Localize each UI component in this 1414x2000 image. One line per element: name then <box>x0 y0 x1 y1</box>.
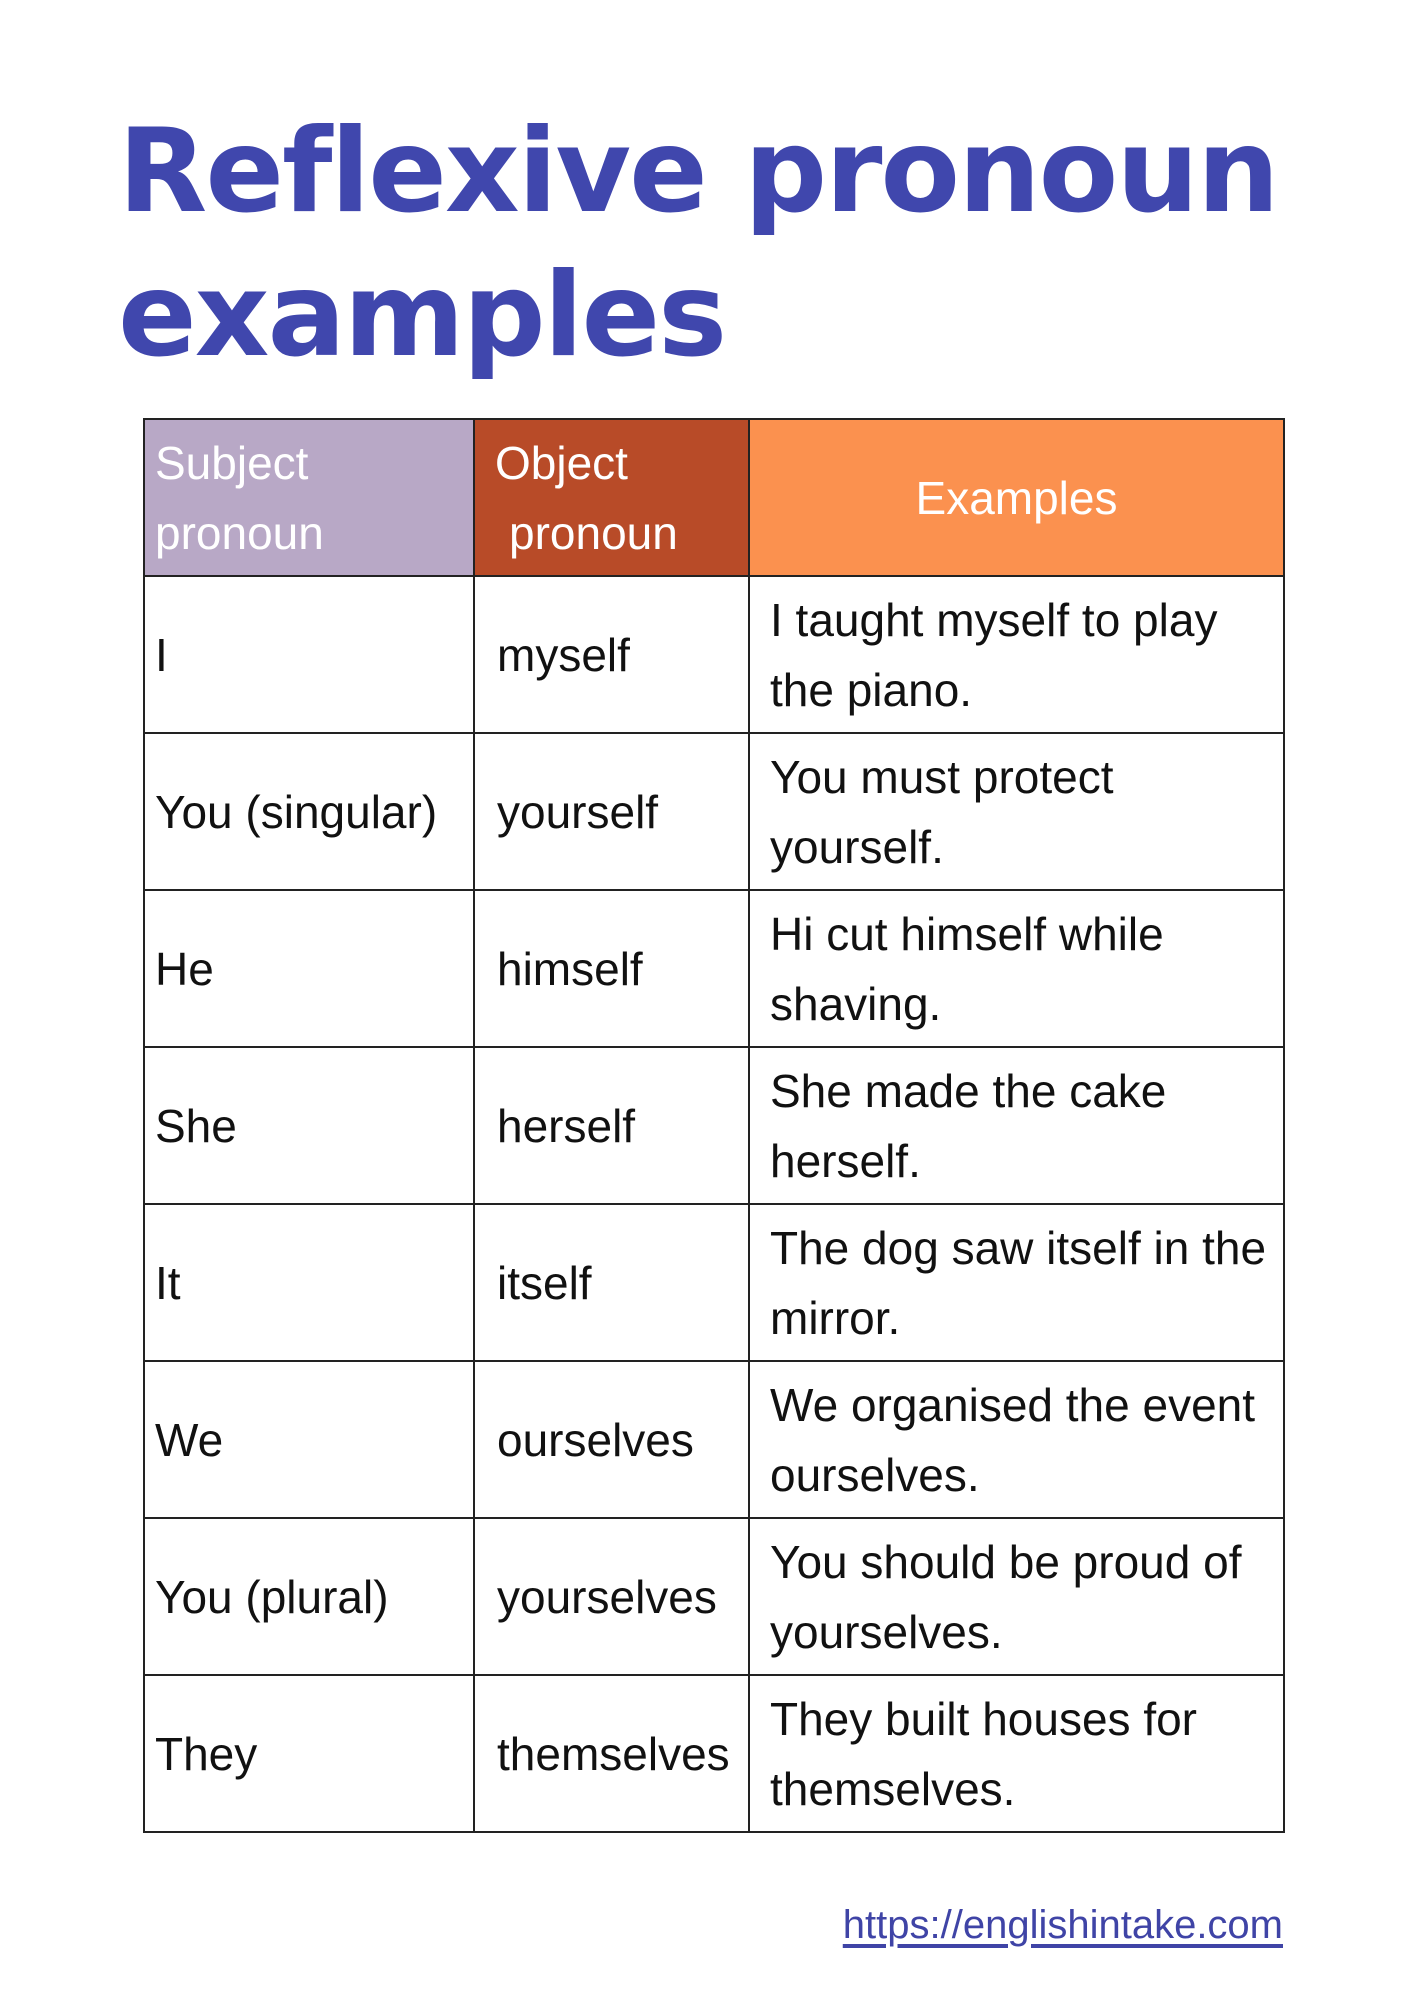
example-cell: The dog saw itself in the mirror. <box>749 1204 1284 1361</box>
example-cell: I taught myself to play the piano. <box>749 576 1284 733</box>
subject-cell: I <box>144 576 474 733</box>
table-row <box>144 1361 1284 1518</box>
table-row <box>144 890 1284 1047</box>
subject-cell: You (singular) <box>144 733 474 890</box>
header-object-pronoun <box>474 419 749 576</box>
table-row <box>144 1518 1284 1675</box>
table-row <box>144 1675 1284 1832</box>
table-row <box>144 576 1284 733</box>
example-cell: They built houses for themselves. <box>749 1675 1284 1832</box>
example-cell: You must protect yourself. <box>749 733 1284 890</box>
object-cell: ourselves <box>474 1361 749 1518</box>
website-link[interactable]: https://englishintake.com <box>842 1903 1283 1947</box>
header-subject-line-1: Subject <box>155 436 309 489</box>
header-examples: Examples <box>749 419 1284 576</box>
object-cell: myself <box>474 576 749 733</box>
subject-cell: He <box>144 890 474 1047</box>
page-title <box>118 100 1318 388</box>
subject-cell: We <box>144 1361 474 1518</box>
header-subject-line-2: pronoun <box>155 506 324 559</box>
table-row <box>144 733 1284 890</box>
header-object-line-1: Object <box>495 436 628 489</box>
subject-cell: They <box>144 1675 474 1832</box>
table-row <box>144 1047 1284 1204</box>
subject-cell: You (plural) <box>144 1518 474 1675</box>
object-cell: herself <box>474 1047 749 1204</box>
example-cell: We organised the event ourselves. <box>749 1361 1284 1518</box>
table-row <box>144 1204 1284 1361</box>
header-object-line-2: pronoun <box>509 506 678 559</box>
subject-cell: She <box>144 1047 474 1204</box>
object-cell: yourself <box>474 733 749 890</box>
object-cell: himself <box>474 890 749 1047</box>
pronoun-table <box>143 418 1285 1833</box>
title-line-1: Reflexive pronoun <box>118 104 1278 239</box>
subject-cell: It <box>144 1204 474 1361</box>
object-cell: themselves <box>474 1675 749 1832</box>
table-header-row <box>144 419 1284 576</box>
header-subject-pronoun <box>144 419 474 576</box>
example-cell: You should be proud of yourselves. <box>749 1518 1284 1675</box>
example-cell: She made the cake herself. <box>749 1047 1284 1204</box>
object-cell: itself <box>474 1204 749 1361</box>
object-cell: yourselves <box>474 1518 749 1675</box>
title-line-2: examples <box>118 248 726 383</box>
example-cell: Hi cut himself while shaving. <box>749 890 1284 1047</box>
